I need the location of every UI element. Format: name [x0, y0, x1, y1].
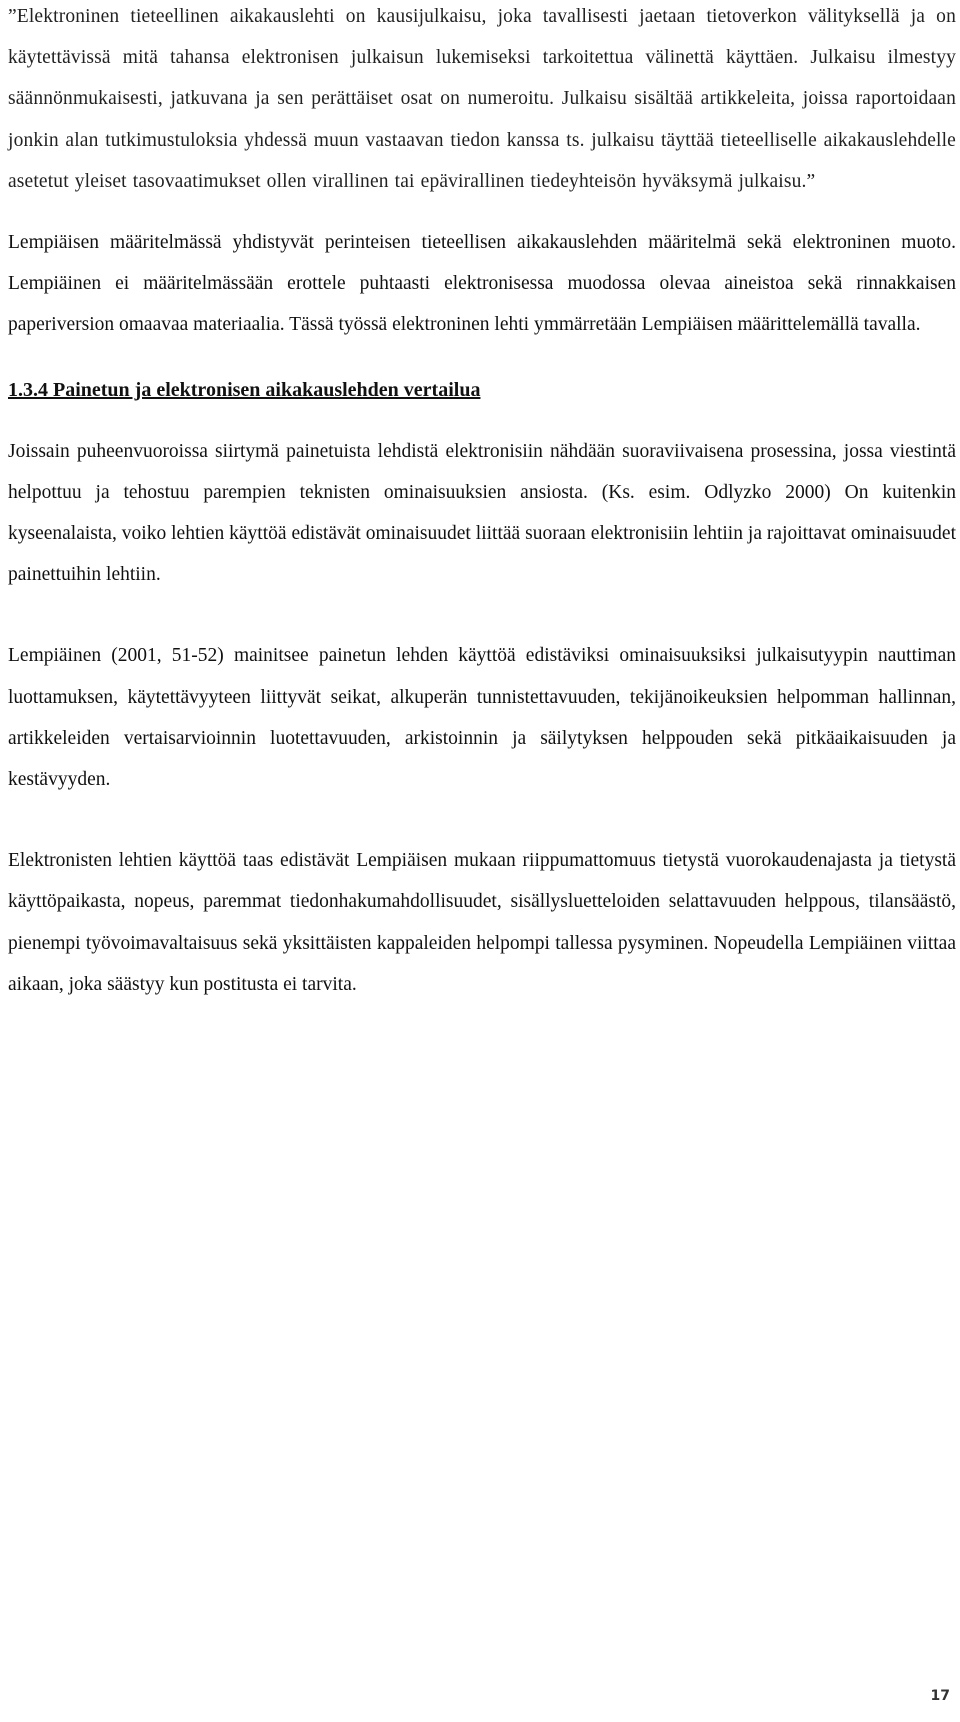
section-paragraph-1: Joissain puheenvuoroissa siirtymä painetuista lehdistä elektronisiin nähdään suoraviivaisena prosessina, jossa viestintä helpottuu ja tehostuu parempien teknisten ominaisuuksien ansiosta. (Ks. esim. Odlyzko 2000) On kuitenkin kyseenalaista, voiko lehtien käyttöä edistävät ominaisuudet liittää suoraan elektronisiin lehtiin ja rajoittavat ominaisuudet painettuihin lehtiin.	[8, 440, 956, 586]
section-paragraph-3: Elektronisten lehtien käyttöä taas edistävät Lempiäisen mukaan riippumattomuus tietystä vuorokaudenajasta ja tietystä käyttöpaikasta, nopeus, paremmat tiedonhakumahdollisuudet, sisällysluetteloiden selattavuuden helppous, tilansäästö, pienempi työvoimavaltaisuus sekä yksittäisten kappaleiden helpompi tallessa pysyminen. Nopeudella Lempiäinen viittaa aikaan, joka säästyy kun postitusta ei tarvita.	[8, 850, 956, 995]
section-heading: 1.3.4 Painetun ja elektronisen aikakauslehden vertailua	[8, 378, 481, 401]
page-number: 17	[930, 1688, 950, 1704]
section-paragraph-2: Lempiäinen (2001, 51-52) mainitsee painetun lehden käyttöä edistäviksi ominaisuuksiksi julkaisutyypin nauttiman luottamuksen, käytettävyyteen liittyvät seikat, alkuperän tunnistettavuuden, tekijänoikeuksien helpomman hallinnan, artikkeleiden vertaisarvioinnin luotettavuuden, arkistoinnin ja säilytyksen helppouden sekä pitkäaikaisuuden ja kestävyyden.	[8, 645, 956, 791]
quoted-definition-paragraph: ”Elektroninen tieteellinen aikakauslehti on kausijulkaisu, joka tavallisesti jaetaan tietoverkon välityksellä ja on käytettävissä mitä tahansa elektronisen julkaisun lukemiseksi tarkoitettua välinettä käyttäen. Julkaisu ilmestyy säännönmukaisesti, jatkuvana ja sen perättäiset osat on numeroitu. Julkaisu sisältää artikkeleita, joissa raportoidaan jonkin alan tutkimustuloksia yhdessä muun vastaavan tiedon kanssa ts. julkaisu täyttää tieteelliselle aikakauslehdelle asetetut yleiset tasovaatimukset ollen virallinen tai epävirallinen tiedeyhteisön hyväksymä julkaisu.”	[8, 6, 956, 192]
definition-commentary-paragraph: Lempiäisen määritelmässä yhdistyvät perinteisen tieteellisen aikakauslehden määritelmä sekä elektroninen muoto. Lempiäinen ei määritelmässään erottele puhtaasti elektronisessa muodossa olevaa aineistoa sekä rinnakkaisen paperiversion omaavaa materiaalia. Tässä työssä elektroninen lehti ymmärretään Lempiäisen määrittelemällä tavalla.	[8, 232, 956, 336]
page-content	[8, 0, 956, 1005]
